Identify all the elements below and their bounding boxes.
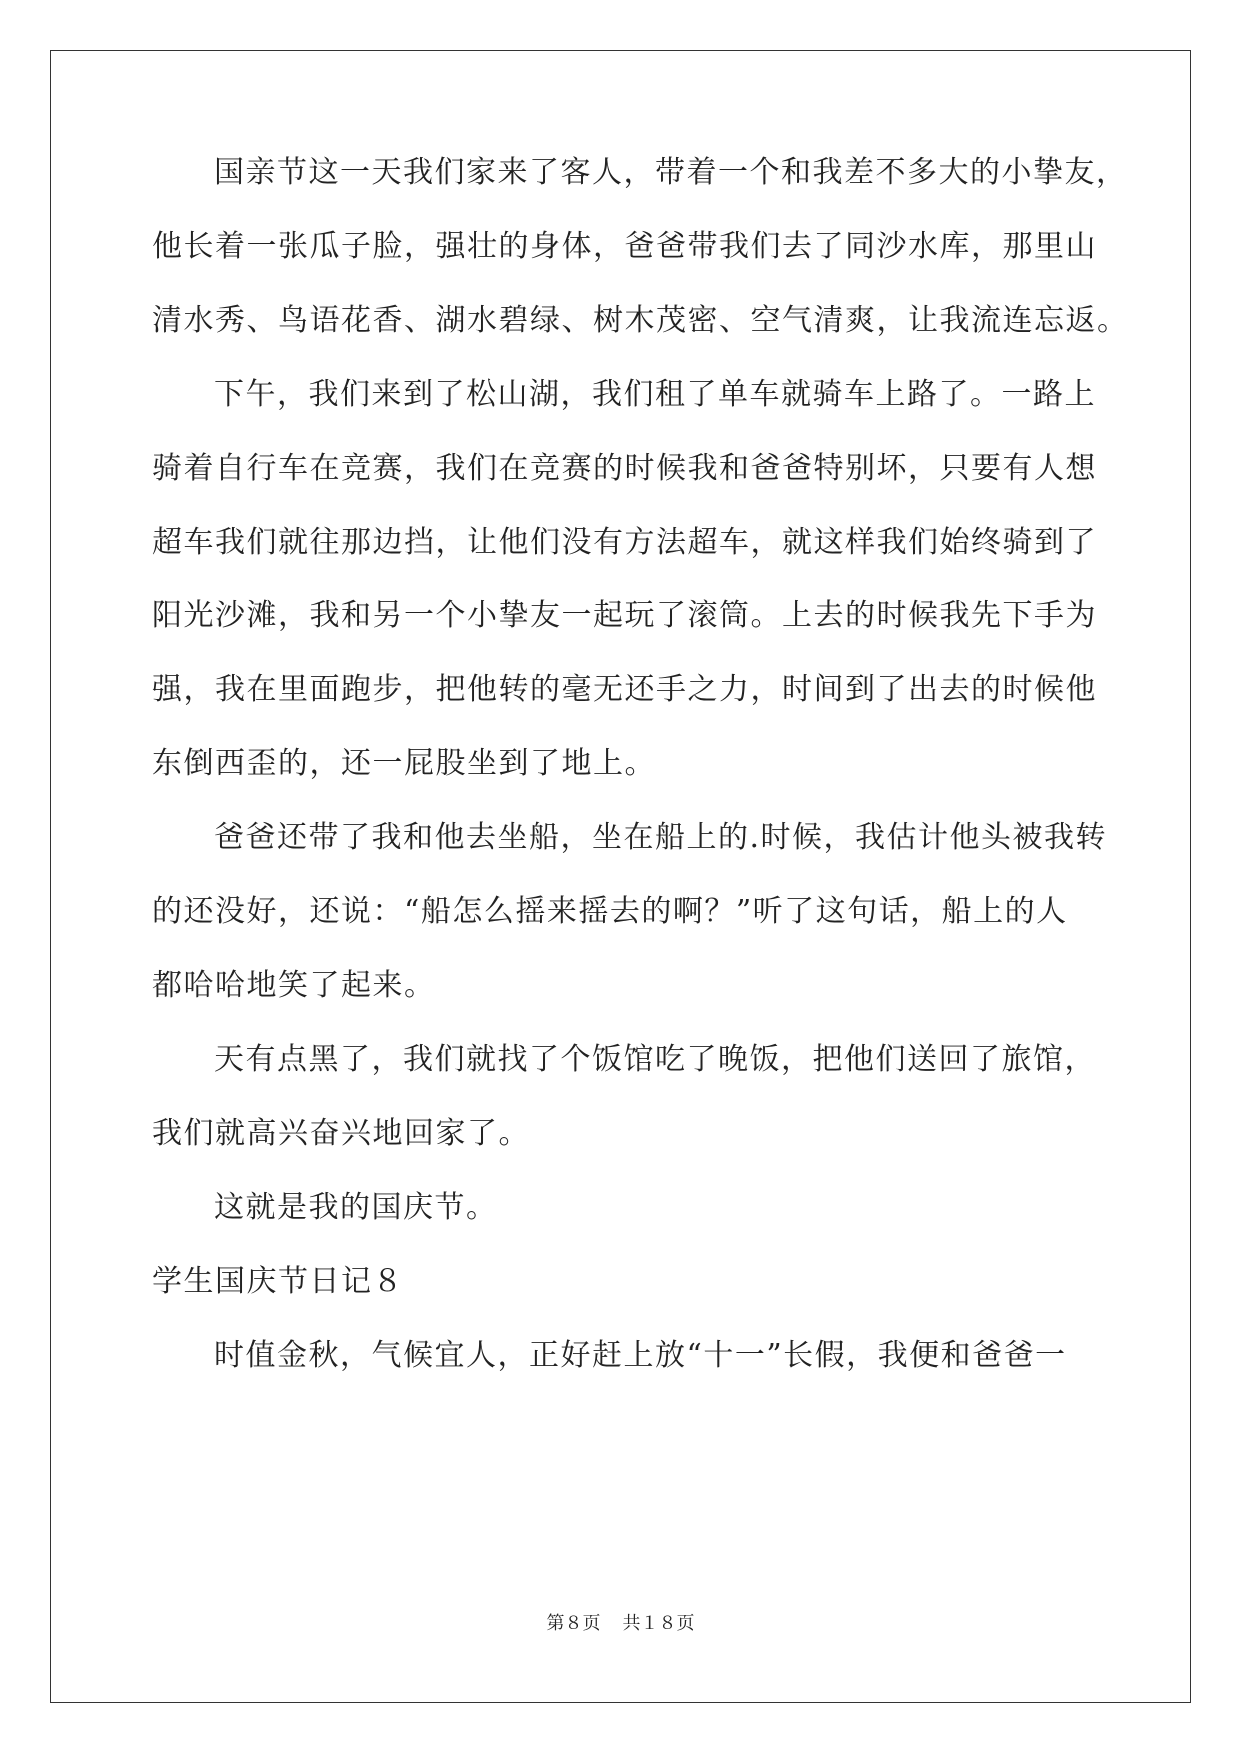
paragraph-line: 他长着一张瓜子脸，强壮的身体，爸爸带我们去了同沙水库，那里山 xyxy=(152,229,1097,264)
page-number: 第８页 xyxy=(546,1613,601,1634)
page-footer xyxy=(0,1612,1241,1636)
paragraph-line: 我们就高兴奋兴地回家了。 xyxy=(152,1116,530,1151)
paragraph-line: 阳光沙滩，我和另一个小挚友一起玩了滚筒。上去的时候我先下手为 xyxy=(152,598,1097,633)
section-heading: 学生国庆节日记８ xyxy=(152,1264,404,1299)
page-border xyxy=(50,50,1191,1703)
paragraph-line: 骑着自行车在竞赛，我们在竞赛的时候我和爸爸特别坏，只要有人想 xyxy=(152,451,1097,486)
paragraph-line: 天有点黑了，我们就找了个饭馆吃了晚饭，把他们送回了旅馆， xyxy=(214,1042,1096,1077)
paragraph-line: 国亲节这一天我们家来了客人，带着一个和我差不多大的小挚友， xyxy=(214,155,1128,190)
paragraph-line: 强，我在里面跑步，把他转的毫无还手之力，时间到了出去的时候他 xyxy=(152,672,1097,707)
paragraph-line: 下午，我们来到了松山湖，我们租了单车就骑车上路了。一路上 xyxy=(214,377,1096,412)
paragraph-line: 时值金秋，气候宜人，正好赶上放“十一”长假，我便和爸爸一 xyxy=(214,1338,1067,1373)
paragraph-line: 这就是我的国庆节。 xyxy=(214,1190,498,1225)
paragraph-line: 清水秀、鸟语花香、湖水碧绿、树木茂密、空气清爽，让我流连忘返。 xyxy=(152,303,1129,338)
paragraph-line: 都哈哈地笑了起来。 xyxy=(152,968,436,1003)
page-total: 共１８页 xyxy=(622,1613,695,1634)
paragraph-line: 爸爸还带了我和他去坐船，坐在船上的.时候，我估计他头被我转 xyxy=(214,820,1108,855)
paragraph-line: 超车我们就往那边挡，让他们没有方法超车，就这样我们始终骑到了 xyxy=(152,525,1097,560)
paragraph-line: 的还没好，还说：“船怎么摇来摇去的啊？”听了这句话，船上的人 xyxy=(152,894,1068,929)
paragraph-line: 东倒西歪的，还一屁股坐到了地上。 xyxy=(152,746,656,781)
